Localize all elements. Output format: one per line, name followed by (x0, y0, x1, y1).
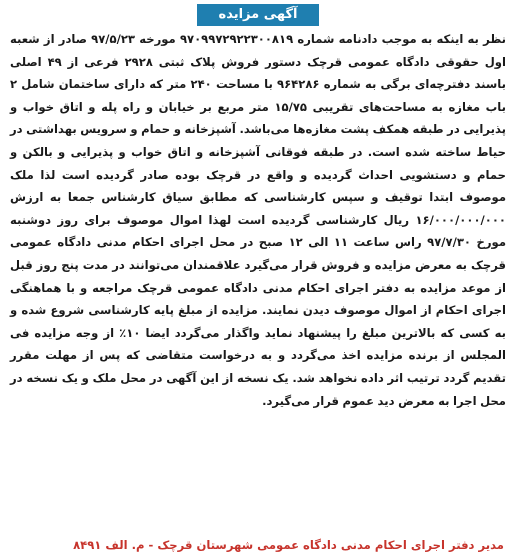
notice-title: آگهی مزایده (197, 4, 320, 26)
title-bar (10, 4, 506, 26)
notice-body: نظر به اینکه به موجب دادنامه شماره ۹۷۰۹۹۷۲۹۲۲۳۰۰۸۱۹ مورخه ۹۷/۵/۲۳ صادر از شعبه اول حقوقی دادگاه عمومی قرچک دستور فروش پلاک ثبتی ۲۹۲۸ فرعی از ۴۹ اصلی باسند دفترچه‌ای برگی به شماره ۹۶۴۲۸۶ با مساحت ۲۴۰ متر که دارای ساختمان شامل ۲ باب مغازه به مساحت‌های تقریبی ۱۵/۷۵ متر مربع بر خیابان و راه پله و اتاق خواب و پذیرایی در طبقه همکف پشت مغازه‌ها می‌باشد. آشپزخانه و حمام و سرویس بهداشتی در حیاط ساخته شده است. در طبقه فوقانی آشپزخانه و اتاق خواب و پذیرایی و بالکن و حمام و دستشویی احداث گردیده و واقع در قرچک بوده صادر گردیده است لذا ملک موصوف ابتدا توقیف و سپس کارشناسی که مطابق سیاق کارشناس جمعا به ارزش ۱۶/۰۰۰/۰۰۰/۰۰۰ ریال کارشناسی گردیده است لهذا اموال موصوف برای روز دوشنبه مورخ ۹۷/۷/۳۰ راس ساعت ۱۱ الی ۱۲ صبح در محل اجرای احکام مدنی دادگاه عمومی قرچک به معرض مزایده و فروش قرار می‌گیرد علاقمندان می‌توانند در مدت پنج روز قبل از موعد مزایده به دفتر اجرای احکام مدنی دادگاه عمومی قرچک مراجعه و با هماهنگی اجرای احکام از اموال موصوف دیدن نمایند. مزایده از مبلغ پایه کارشناسی شروع شده و به کسی که بالاترین مبلغ را پیشنهاد نماید واگذار می‌گردد ایضا ۱۰٪ از وجه مزایده فی المجلس از برنده مزایده اخذ می‌گردد و به درخواست متقاضی که پس از مهلت مقرر تقدیم گردد ترتیب اثر داده نخواهد شد. یک نسخه از این آگهی در محل ملک و یک نسخه در محل اجرا به معرض دید عموم قرار می‌گیرد. (10, 32, 507, 408)
notice-signature: مدیر دفتر اجرای احکام مدنی دادگاه عمومی شهرستان قرچک - م. الف ۸۴۹۱ (73, 538, 504, 552)
